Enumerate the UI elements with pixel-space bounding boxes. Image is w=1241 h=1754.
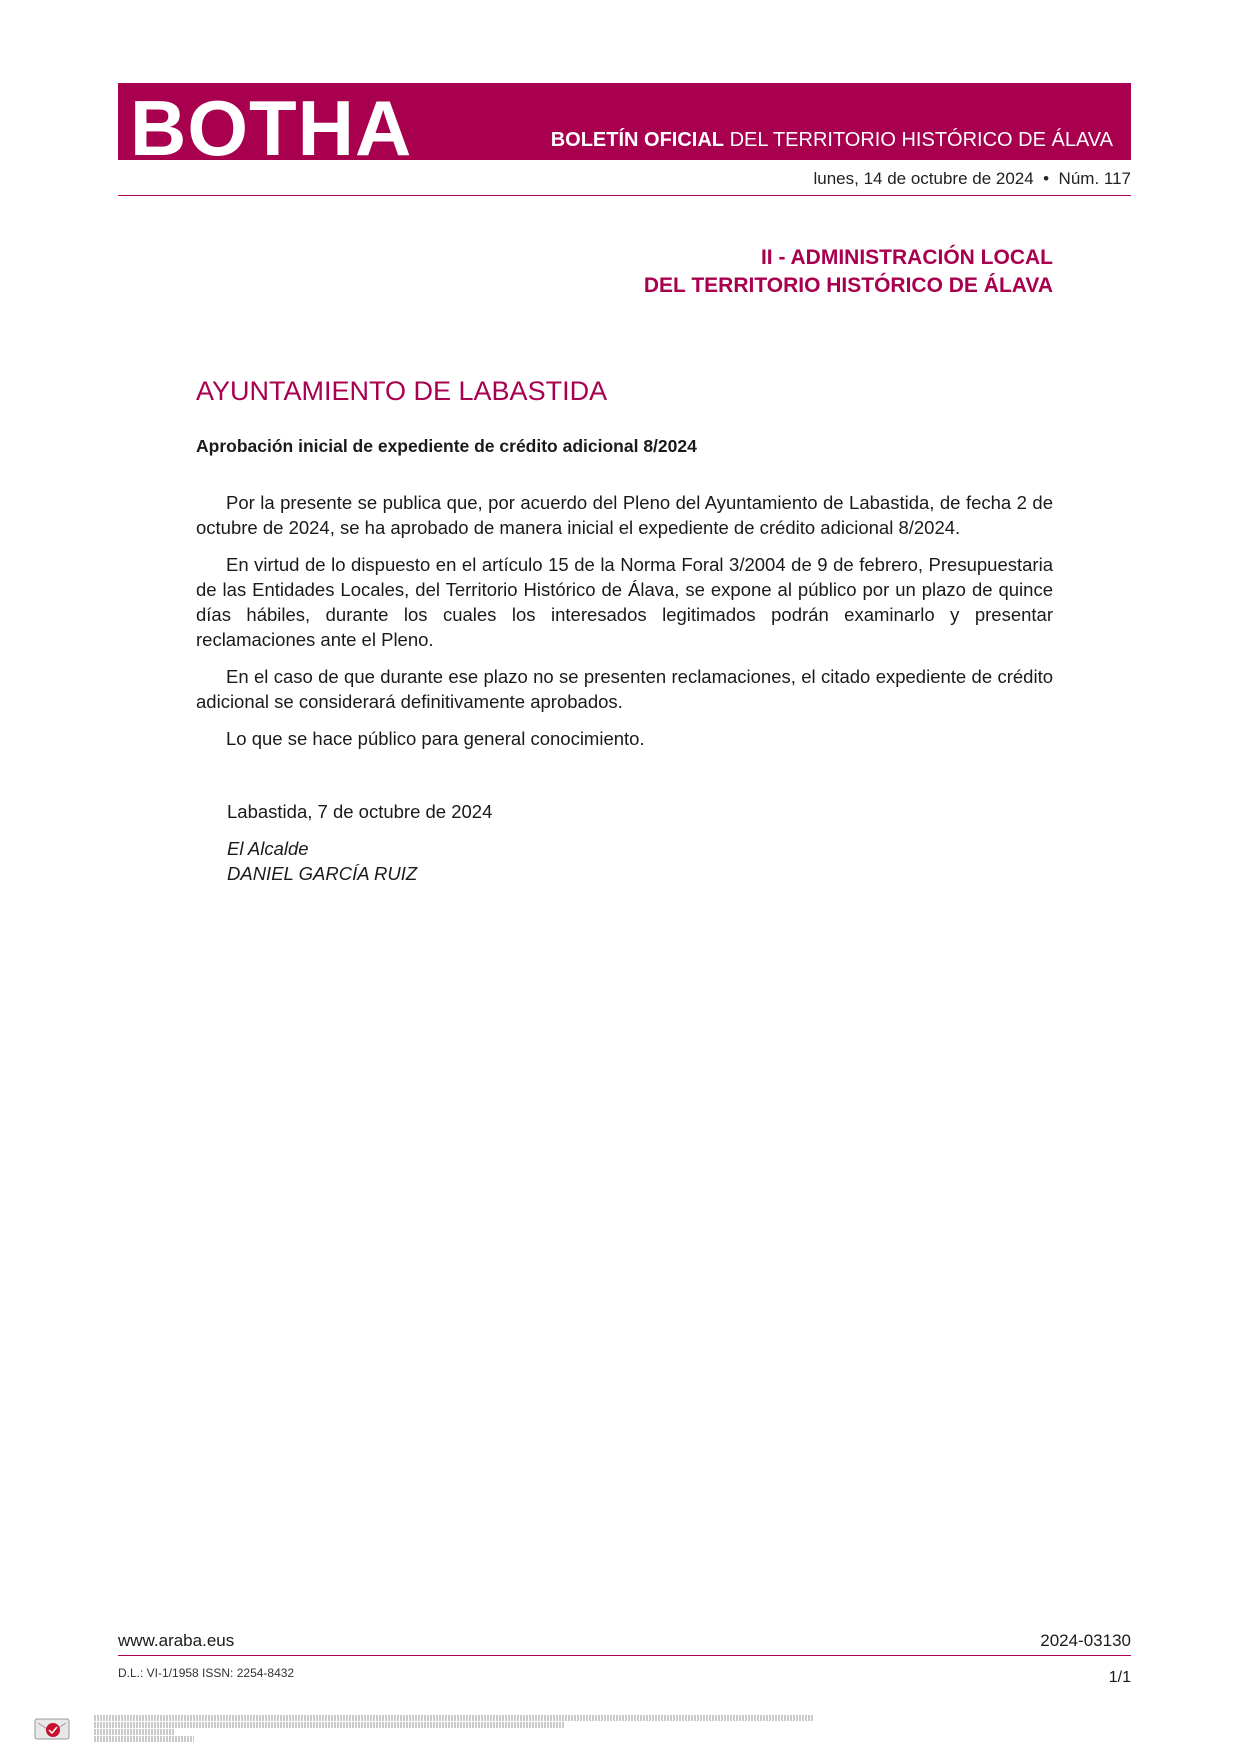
paragraph: Lo que se hace público para general conocimiento. — [226, 728, 645, 749]
signer-name: DANIEL GARCÍA RUIZ — [227, 863, 418, 884]
electronic-signature-details — [94, 1715, 854, 1742]
masthead-title-rest: DEL TERRITORIO HISTÓRICO DE ÁLAVA — [724, 129, 1113, 151]
paragraph: En virtud de lo dispuesto en el artículo 15 de la Norma Foral 3/2004 de 9 de febrero, Presupuestaria de las Entidades Locales, del Territorio Histórico de Álava, se expone al público por un plazo de quince días hábiles, durante los cuales los interesados legitimados podrán examinarlo y presentar reclamaciones ante el Pleno. — [196, 554, 1053, 650]
footer-legal: D.L.: VI-1/1958 ISSN: 2254-8432 — [118, 1666, 295, 1680]
masthead-banner — [118, 83, 1131, 172]
footer-url[interactable]: www.araba.eus — [118, 1631, 235, 1650]
paragraph: Por la presente se publica que, por acuerdo del Pleno del Ayuntamiento de Labastida, de fecha 2 de octubre de 2024, se ha aprobado de manera inicial el expediente de crédito adicional 8/2024. — [196, 492, 1053, 538]
organization-name: AYUNTAMIENTO DE LABASTIDA — [196, 376, 608, 406]
digital-signature-stamp-icon — [34, 1715, 72, 1743]
document-body — [196, 490, 1053, 763]
document-title: Aprobación inicial de expediente de crédito adicional 8/2024 — [196, 436, 697, 456]
section-heading — [644, 244, 1053, 300]
place-date: Labastida, 7 de octubre de 2024 — [227, 801, 493, 822]
masthead-title-bold: BOLETÍN OFICIAL — [550, 129, 725, 151]
section-line-2: DEL TERRITORIO HISTÓRICO DE ÁLAVA — [643, 274, 1053, 297]
section-line-1: II - ADMINISTRACIÓN LOCAL — [760, 246, 1053, 269]
signature-block — [227, 836, 417, 886]
footer-reference: 2024-03130 — [1040, 1631, 1131, 1650]
botha-logo: BOTHA — [130, 84, 413, 172]
header-rule — [118, 195, 1131, 196]
page-number: 1/1 — [1108, 1669, 1131, 1686]
paragraph: En el caso de que durante ese plazo no se presenten reclamaciones, el citado expediente de crédito adicional se considerará definitivamente aprobados. — [196, 666, 1053, 712]
masthead-title — [551, 129, 1113, 151]
footer-rule — [118, 1655, 1131, 1656]
issue-dateline: lunes, 14 de octubre de 2024 • Núm. 117 — [813, 169, 1131, 188]
signer-role: El Alcalde — [227, 838, 309, 859]
